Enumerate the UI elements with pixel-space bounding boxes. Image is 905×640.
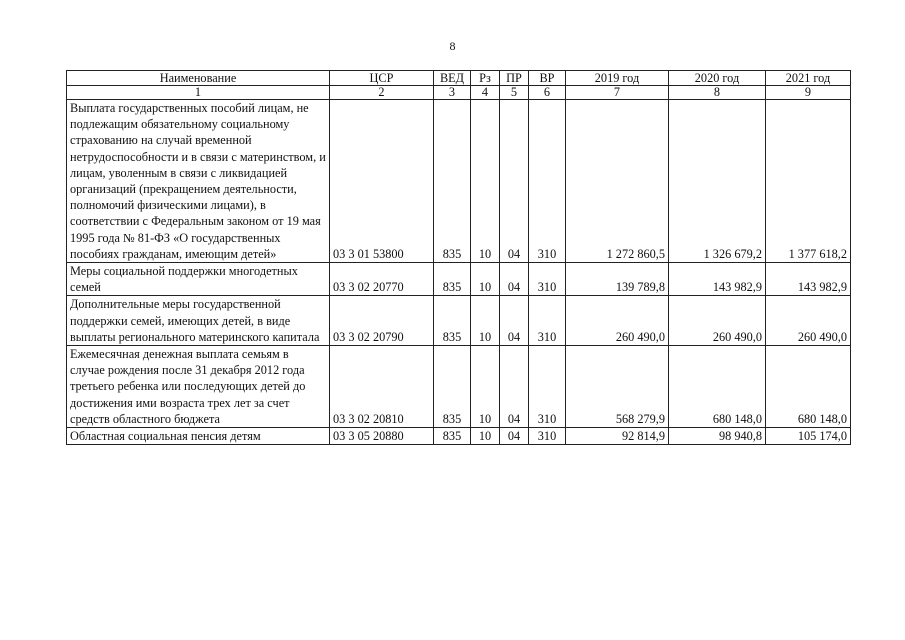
row-pr: 04 xyxy=(500,100,529,263)
row-2019: 139 789,8 xyxy=(566,263,669,296)
row-rz: 10 xyxy=(471,263,500,296)
row-name: Дополнительные меры государственной поддержки семей, имеющих детей, в виде выплаты регионального материнского капитала xyxy=(67,296,330,346)
row-rz: 10 xyxy=(471,346,500,428)
column-index: 2 xyxy=(330,86,434,100)
row-csr: 03 3 05 20880 xyxy=(330,428,434,445)
table-header-row xyxy=(67,71,851,86)
column-index: 8 xyxy=(669,86,766,100)
row-2019: 1 272 860,5 xyxy=(566,100,669,263)
row-vr: 310 xyxy=(529,100,566,263)
column-index: 3 xyxy=(434,86,471,100)
row-ved: 835 xyxy=(434,428,471,445)
row-csr: 03 3 01 53800 xyxy=(330,100,434,263)
page-number: 8 xyxy=(449,39,456,53)
row-pr: 04 xyxy=(500,346,529,428)
row-rz: 10 xyxy=(471,428,500,445)
row-pr: 04 xyxy=(500,428,529,445)
row-2019: 568 279,9 xyxy=(566,346,669,428)
column-index: 1 xyxy=(67,86,330,100)
row-name: Меры социальной поддержки многодетных семей xyxy=(67,263,330,296)
row-csr: 03 3 02 20790 xyxy=(330,296,434,346)
row-ved: 835 xyxy=(434,100,471,263)
row-pr: 04 xyxy=(500,263,529,296)
header-vr: ВР xyxy=(529,71,566,86)
row-2020: 143 982,9 xyxy=(669,263,766,296)
column-index: 9 xyxy=(766,86,851,100)
column-index: 7 xyxy=(566,86,669,100)
column-index: 4 xyxy=(471,86,500,100)
row-2021: 260 490,0 xyxy=(766,296,851,346)
row-vr: 310 xyxy=(529,346,566,428)
row-vr: 310 xyxy=(529,263,566,296)
row-ved: 835 xyxy=(434,346,471,428)
row-2021: 1 377 618,2 xyxy=(766,100,851,263)
row-2020: 98 940,8 xyxy=(669,428,766,445)
column-index-row xyxy=(67,86,851,100)
row-rz: 10 xyxy=(471,296,500,346)
header-ved: ВЕД xyxy=(434,71,471,86)
row-2019: 260 490,0 xyxy=(566,296,669,346)
budget-table xyxy=(66,70,851,445)
table-row xyxy=(67,428,851,445)
row-csr: 03 3 02 20810 xyxy=(330,346,434,428)
row-vr: 310 xyxy=(529,296,566,346)
row-2020: 260 490,0 xyxy=(669,296,766,346)
row-csr: 03 3 02 20770 xyxy=(330,263,434,296)
row-ved: 835 xyxy=(434,263,471,296)
row-2021: 143 982,9 xyxy=(766,263,851,296)
header-name: Наименование xyxy=(67,71,330,86)
row-vr: 310 xyxy=(529,428,566,445)
table-row xyxy=(67,296,851,346)
header-2021: 2021 год xyxy=(766,71,851,86)
row-rz: 10 xyxy=(471,100,500,263)
row-name: Областная социальная пенсия детям xyxy=(67,428,330,445)
header-rz: Рз xyxy=(471,71,500,86)
table-row xyxy=(67,263,851,296)
column-index: 6 xyxy=(529,86,566,100)
header-pr: ПР xyxy=(500,71,529,86)
table-row xyxy=(67,346,851,428)
row-name: Ежемесячная денежная выплата семьям в случае рождения после 31 декабря 2012 года третьего ребенка или последующих детей до достижения ими возраста трех лет за счет средств областного бюджета xyxy=(67,346,330,428)
row-pr: 04 xyxy=(500,296,529,346)
row-2020: 680 148,0 xyxy=(669,346,766,428)
header-2020: 2020 год xyxy=(669,71,766,86)
header-csr: ЦСР xyxy=(330,71,434,86)
row-2021: 680 148,0 xyxy=(766,346,851,428)
row-2021: 105 174,0 xyxy=(766,428,851,445)
row-name: Выплата государственных пособий лицам, не подлежащим обязательному социальному страхованию на случай временной нетрудоспособности и в связи с материнством, и лицам, уволенным в связи с ликвидацией организаций (прекращением деятельности, полномочий физическими лицами), в соответствии с Федеральным законом от 19 мая 1995 года № 81-ФЗ «О государственных пособиях гражданам, имеющим детей» xyxy=(67,100,330,263)
table-row xyxy=(67,100,851,263)
column-index: 5 xyxy=(500,86,529,100)
row-2020: 1 326 679,2 xyxy=(669,100,766,263)
row-2019: 92 814,9 xyxy=(566,428,669,445)
header-2019: 2019 год xyxy=(566,71,669,86)
row-ved: 835 xyxy=(434,296,471,346)
